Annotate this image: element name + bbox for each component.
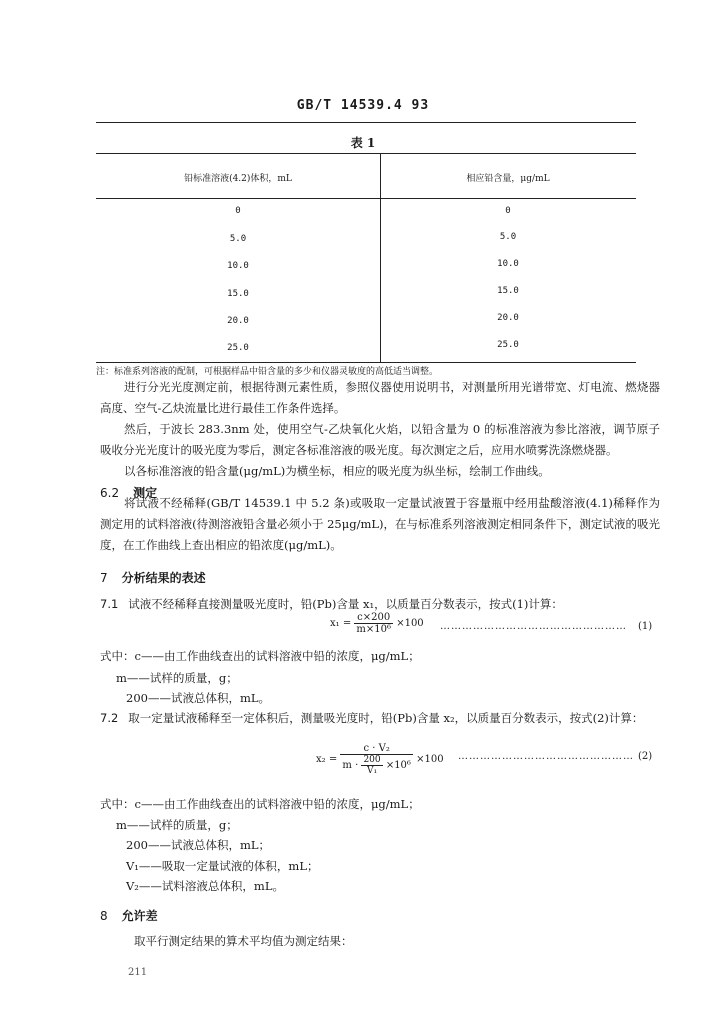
formula-numerator: c×200	[354, 612, 393, 624]
paragraph: 进行分光光度测定前，根据待测元素性质，参照仪器使用说明书，对测量所用光谱带宽、灯电流、燃烧器高度、空气-乙炔流量比进行最佳工作条件选择。	[100, 380, 660, 415]
table-cell: 25.0	[227, 343, 249, 353]
table-cell: 10.0	[497, 259, 519, 269]
table-cell: 0	[505, 206, 511, 216]
formula-leader-dots: …………………………………………	[458, 751, 634, 762]
paragraph: 然后，于波长 283.3nm 处，使用空气-乙炔氧化火焰，以铅含量为 0 的标准溶液为参比溶液，调节原子吸收分光光度计的吸光度为零后，测定各标准溶液的吸光度。每次测定之后，应用水喷雾洗涤燃烧器。	[100, 422, 660, 457]
clause-text: 取一定量试液稀释至一定体积后，测量吸光度时，铅(Pb)含量 x₂，以质量百分数表示，按式(2)计算：	[128, 711, 644, 725]
formula-lhs: x₁ =	[330, 618, 352, 629]
table-column-divider	[380, 154, 381, 362]
procedure-paragraphs	[100, 377, 660, 482]
formula-number: (1)	[638, 621, 653, 632]
table-note: 注：标准系列溶液的配制，可根据样品中铅含量的多少和仪器灵敏度的高低适当调整。	[96, 367, 439, 377]
formula-inner-denominator: V₁	[366, 766, 378, 776]
section-number: 7.1	[100, 597, 119, 611]
formula-denominator	[340, 755, 413, 776]
clause-text: 试液不经稀释直接测量吸光度时，铅(Pb)含量 x₁，以质量百分数表示，按式(1)计算：	[128, 597, 563, 611]
paragraph: 以各标准溶液的铅含量(μg/mL)为横坐标，相应的吸光度为纵坐标，绘制工作曲线。	[124, 464, 550, 478]
definition-line: V₂——试料溶液总体积，mL。	[126, 879, 284, 893]
page-number: 211	[128, 967, 148, 978]
table-cell: 20.0	[497, 313, 519, 323]
formula-denominator: m×10⁶	[356, 624, 392, 635]
table-cell: 0	[235, 206, 241, 216]
table-cell: 25.0	[497, 340, 519, 350]
formula-inner-fraction	[361, 755, 382, 776]
formula-1	[330, 612, 424, 635]
section-number: 8	[100, 909, 108, 923]
table-cell: 5.0	[229, 234, 247, 244]
section-7-2-text	[100, 708, 660, 729]
section-7-1-text	[100, 596, 660, 612]
paragraph	[100, 708, 660, 729]
formula-numerator: c · V₂	[340, 743, 413, 755]
section-title: 分析结果的表述	[121, 571, 206, 585]
definition-line: m——试样的质量，g；	[116, 818, 238, 832]
table-cell: 15.0	[227, 289, 249, 299]
definition-line: V₁——吸取一定量试液的体积，mL；	[126, 859, 319, 873]
formula-den-factor: ×10⁶	[385, 760, 411, 771]
section-title: 测定	[133, 486, 158, 500]
section-8-text: 取平行测定结果的算术平均值为测定结果：	[134, 934, 353, 948]
formula-multiplier: ×100	[416, 754, 444, 765]
formula-den-mass: m ·	[342, 760, 359, 771]
definition-line: 200——试液总体积，mL；	[126, 838, 270, 852]
table-cell: 20.0	[227, 316, 249, 326]
formula-leader-dots: ……………………………………………	[440, 621, 627, 632]
standard-table	[96, 153, 636, 363]
table-header-rule	[96, 198, 636, 199]
section-number: 7	[100, 571, 108, 585]
formula-multiplier: ×100	[396, 618, 424, 629]
section-title: 允许差	[121, 909, 158, 923]
definition-line: m——试样的质量，g；	[116, 671, 238, 685]
table-header-content: 相应铅含量，μg/mL	[466, 174, 550, 184]
formula-2	[316, 743, 444, 776]
definition-line: 200——试液总体积，mL。	[126, 691, 270, 705]
section-8-heading	[100, 907, 158, 924]
formula-fraction	[340, 743, 413, 776]
section-6-2-body	[100, 493, 660, 556]
header-rule	[96, 122, 636, 123]
page-header: GB/T 14539.4 93	[296, 98, 430, 113]
formula-fraction	[354, 612, 393, 635]
formula-number: (2)	[638, 751, 653, 762]
table-cell: 10.0	[227, 261, 249, 271]
formula-lhs: x₂ =	[316, 754, 338, 765]
section-number: 7.2	[100, 711, 119, 725]
table-cell: 5.0	[499, 232, 517, 242]
definition-line: 式中：c——由工作曲线查出的试料溶液中铅的浓度，μg/mL；	[100, 797, 420, 811]
table-title: 表 1	[350, 136, 376, 150]
section-7-heading	[100, 569, 206, 586]
paragraph: 将试液不经稀释(GB/T 14539.1 中 5.2 条)或吸取一定量试液置于容量瓶中经用盐酸溶液(4.1)稀释作为测定用的试料溶液(待测溶液铅含量必须小于 25μg/mL)，在与标准系列溶液测定相同条件下，测定试液的吸光度，在工作曲线上查出相应的铅浓度(μg/mL)。	[100, 496, 660, 552]
table-header-volume: 铅标准溶液(4.2)体积，mL	[184, 174, 292, 184]
formula-inner-numerator: 200	[363, 755, 381, 765]
table-cell: 15.0	[497, 286, 519, 296]
section-number: 6.2	[100, 486, 120, 500]
definition-line: 式中：c——由工作曲线查出的试料溶液中铅的浓度，μg/mL；	[100, 649, 420, 663]
